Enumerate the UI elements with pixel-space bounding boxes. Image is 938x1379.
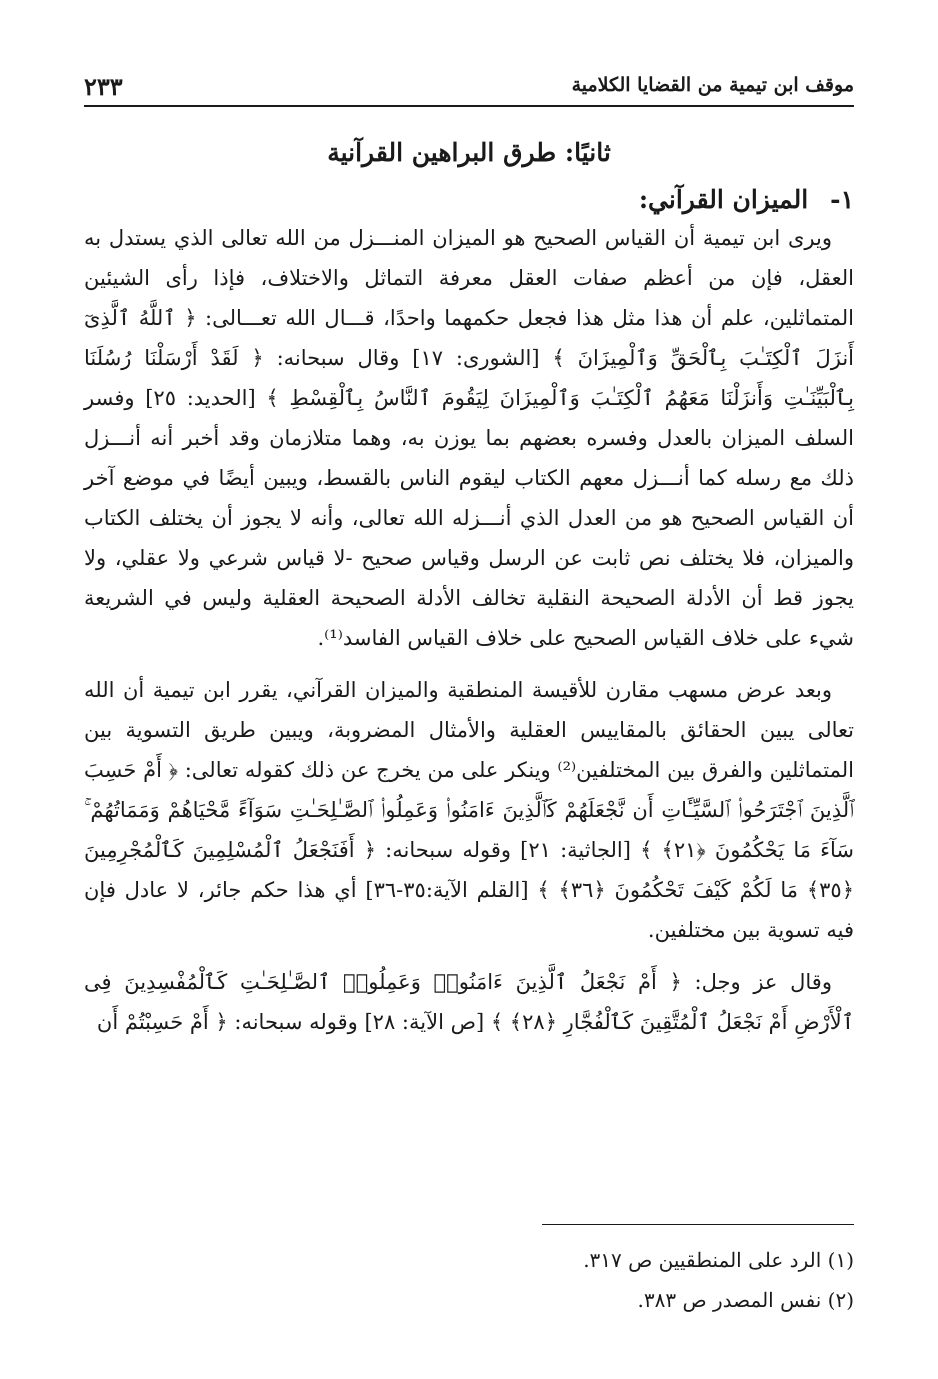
paragraph-3: وقال عز وجل: ﴿ أَمْ نَجْعَلُ ٱلَّذِينَ ءَامَنُوا۟ وَعَمِلُوا۟ ٱلصَّـٰلِحَـٰتِ كَٱلْمُفْسِدِينَ فِى ٱلْأَرْضِ أَمْ نَجْعَلُ ٱلْمُتَّقِينَ كَٱلْفُجَّارِ ﴿٢٨﴾ ﴾ [ص الآية: ٢٨] وقوله سبحانه: ﴿ أَمْ حَسِبْتُمْ أَن bbox=[84, 970, 854, 1034]
page-number: ٢٣٣ bbox=[84, 72, 123, 101]
subheading-text: الميزان القرآني: bbox=[638, 185, 809, 214]
footnote-rule bbox=[542, 1224, 854, 1225]
page-header bbox=[84, 72, 854, 104]
paragraph-2: وبعد عرض مسهب مقارن للأقيسة المنطقية والميزان القرآني، يقرر ابن تيمية أن الله تعالى يبين الحقائق بالمقاييس العقلية والأمثال المضروبة، ويبين طريق التسوية بين المتماثلين والفرق بين المختلفين⁽²⁾ وينكر على من يخرج عن ذلك كقوله تعالى: ﴿ أَمْ حَسِبَ ٱلَّذِينَ ٱجْتَرَحُوا۟ ٱلسَّيِّـَٔاتِ أَن نَّجْعَلَهُمْ كَٱلَّذِينَ ءَامَنُوا۟ وَعَمِلُوا۟ ٱلصَّـٰلِحَـٰتِ سَوَآءً مَّحْيَاهُمْ وَمَمَاتُهُمْ ۚ سَآءَ مَا يَحْكُمُونَ ﴿٢١﴾ ﴾ [الجاثية: ٢١] وقوله سبحانه: ﴿ أَفَنَجْعَلُ ٱلْمُسْلِمِينَ كَٱلْمُجْرِمِينَ ﴿٣٥﴾ مَا لَكُمْ كَيْفَ تَحْكُمُونَ ﴿٣٦﴾ ﴾ [القلم الآية:٣٥-٣٦] أي هذا حكم جائر، لا عادل فإن فيه تسوية بين مختلفين. bbox=[84, 678, 854, 942]
subheading-number: ١- bbox=[830, 185, 854, 214]
paragraph-1: ويرى ابن تيمية أن القياس الصحيح هو الميزان المنـــزل من الله تعالى الذي يستدل به العقل، فإن من أعظم صفات العقل معرفة التماثل والاختلاف، فإذا رأى الشيئين المتماثلين، علم أن هذا مثل هذا فجعل حكمهما واحدًا، قـــال الله تعـــالى: ﴿ ٱللَّهُ ٱلَّذِىٓ أَنزَلَ ٱلْكِتَـٰبَ بِٱلْحَقِّ وَٱلْمِيزَانَ ﴾ [الشورى: ١٧] وقال سبحانه: ﴿ لَقَدْ أَرْسَلْنَا رُسُلَنَا بِٱلْبَيِّنَـٰتِ وَأَنزَلْنَا مَعَهُمُ ٱلْكِتَـٰبَ وَٱلْمِيزَانَ لِيَقُومَ ٱلنَّاسُ بِٱلْقِسْطِ ﴾ [الحديد: ٢٥] وفسر السلف الميزان بالعدل وفسره بعضهم بما يوزن به، وهما متلازمان وقد أخبر أنه أنـــزل ذلك مع رسله كما أنـــزل معهم الكتاب ليقوم الناس بالقسط، ويبين أيضًا في موضع آخر أن القياس الصحيح هو من العدل الذي أنـــزله الله تعالى، وأنه لا يجوز أن يختلف الكتاب والميزان، فلا يختلف نص ثابت عن الرسل وقياس صحيح -لا قياس شرعي ولا عقلي، ولا يجوز قط أن الأدلة الصحيحة النقلية تخالف الأدلة الصحيحة العقلية وليس في الشريعة شيء على خلاف القياس الصحيح على خلاف القياس الفاسد⁽¹⁾. bbox=[84, 226, 855, 650]
running-title: موقف ابن تيمية من القضايا الكلامية bbox=[571, 74, 854, 96]
footnote-1: (١) الرد على المنطقيين ص ٣١٧. bbox=[583, 1248, 854, 1272]
page-body bbox=[84, 130, 854, 1054]
section-title: ثانيًا: طرق البراهين القرآنية bbox=[327, 138, 611, 167]
subheading bbox=[84, 185, 854, 214]
footnotes bbox=[84, 1240, 854, 1320]
footnote-2: (٢) نفس المصدر ص ٣٨٣. bbox=[637, 1288, 854, 1312]
header-rule bbox=[84, 105, 854, 107]
